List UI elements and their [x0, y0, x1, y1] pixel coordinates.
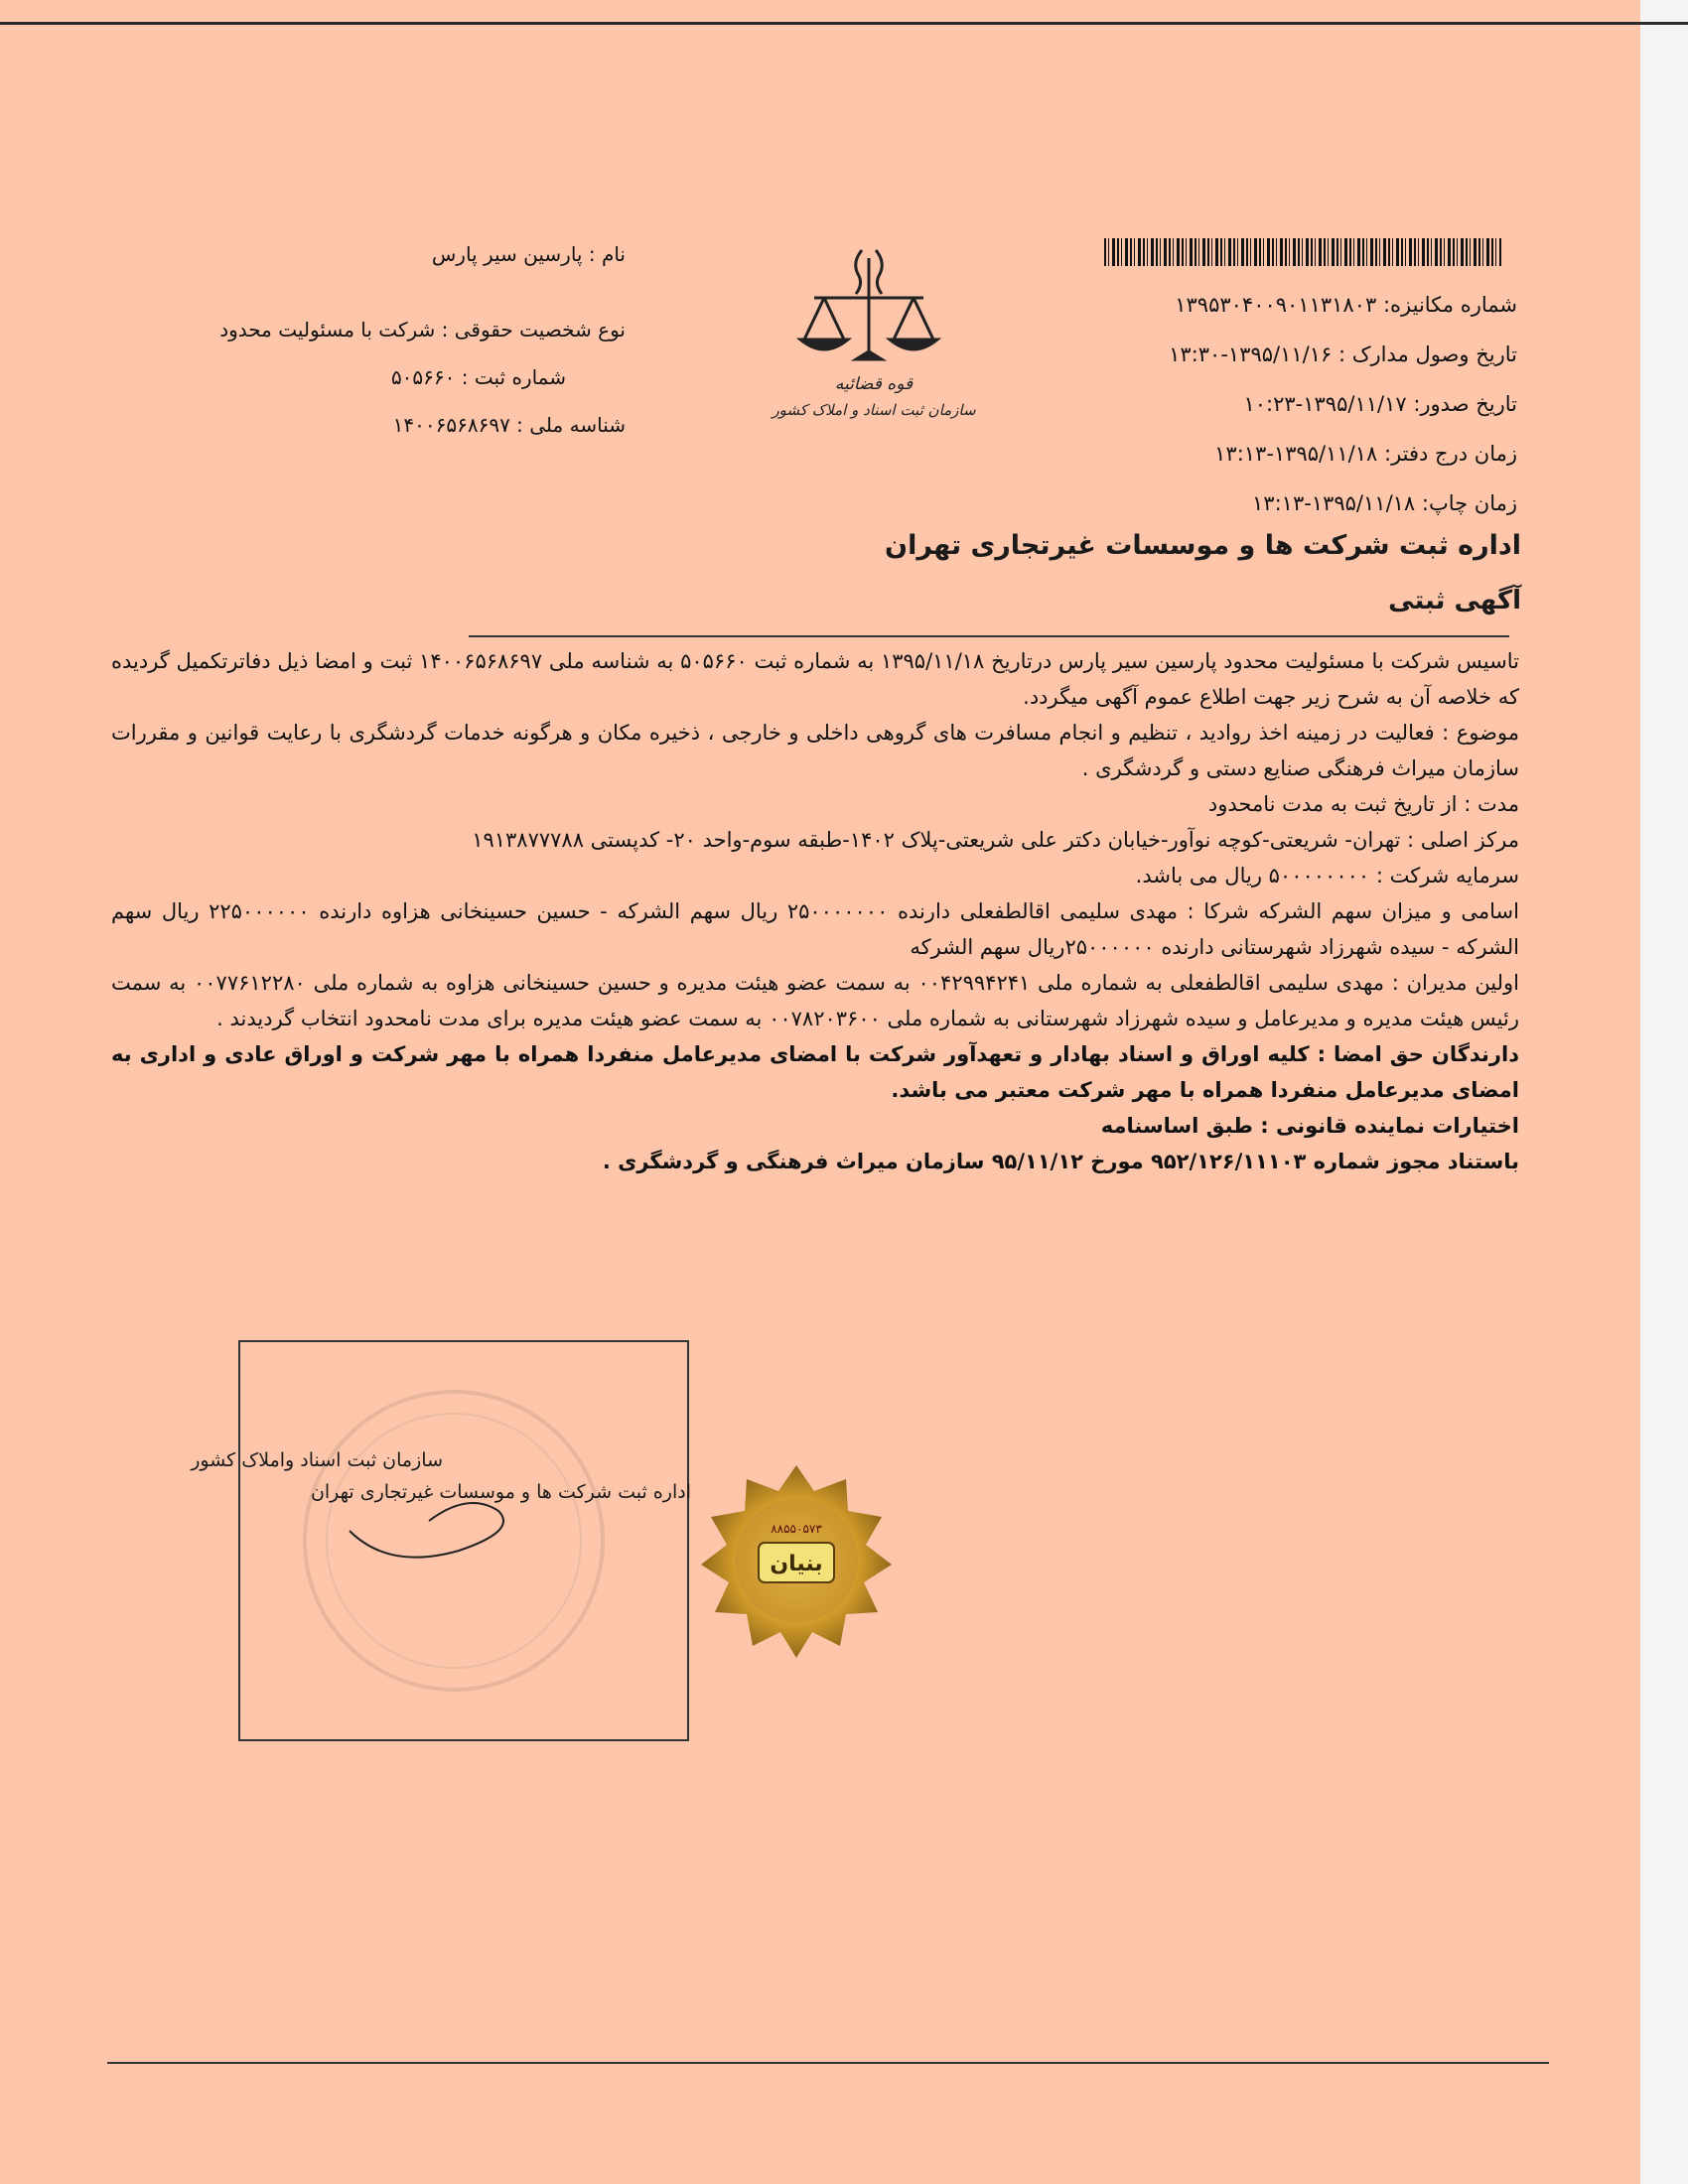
- paragraph-establishment: تاسیس شرکت با مسئولیت محدود پارسین سیر پارس درتاریخ ۱۳۹۵/۱۱/۱۸ به شماره ثبت ۵۰۵۶۶۰ به شناسه ملی ۱۴۰۰۶۵۶۸۶۹۷ ثبت و امضا ذیل دفاترتکمیل گردیده که خلاصه آن به شرح زیر جهت اطلاع عموم آگهی میگردد.: [111, 649, 1519, 709]
- issue-date: تاریخ صدور: ۱۳۹۵/۱۱/۱۷-۱۰:۲۳: [1243, 392, 1517, 416]
- top-border-line: [0, 22, 1688, 25]
- seal-line-1: سازمان ثبت اسناد واملاک کشور: [191, 1449, 443, 1471]
- docs-received-date: تاریخ وصول مدارک : ۱۳۹۵/۱۱/۱۶-۱۳:۳۰: [1169, 342, 1517, 366]
- print-time: زمان چاپ: ۱۳۹۵/۱۱/۱۸-۱۳:۱۳: [1252, 491, 1517, 515]
- paragraph-headquarters: مرکز اصلی : تهران- شریعتی-کوچه نوآور-خیابان دکتر علی شریعتی-پلاک ۱۴۰۲-طبقه سوم-واحد ۲۰- کدپستی ۱۹۱۳۸۷۷۷۸۸: [472, 828, 1519, 852]
- paragraph-signatories: دارندگان حق امضا : کلیه اوراق و اسناد بهادار و تعهدآور شرکت با امضای مدیرعامل منفردا همراه با مهر شرکت و اوراق عادی و اداری به امضای مدیرعامل منفردا همراه با مهر شرکت معتبر می باشد.: [111, 1042, 1519, 1102]
- hologram-sticker-icon: [697, 1461, 896, 1660]
- paragraph-subject: موضوع : فعالیت در زمینه اخذ روادید ، تنظیم و انجام مسافرت های گروهی داخلی و خارجی ، ذخیره مکان و هرگونه خدمات گردشگری با رعایت قوانین و مقررات سازمان میراث فرهنگی صنایع دستی و گردشگری .: [111, 721, 1519, 780]
- emblem-line-2: سازمان ثبت اسناد و املاک کشور: [772, 401, 976, 419]
- paragraph-capital: سرمایه شرکت : ۵۰۰۰۰۰۰۰۰ ریال می باشد.: [1135, 864, 1519, 887]
- paragraph-partners: اسامی و میزان سهم الشرکه شرکا : مهدی سلیمی اقالطفعلی دارنده ۲۵۰۰۰۰۰۰۰ ریال سهم الشرکه - حسین حسینخانی هزاوه دارنده ۲۲۵۰۰۰۰۰۰ ریال سهم الشرکه - سیده شهرزاد شهرستانی دارنده ۲۵۰۰۰۰۰۰ریال سهم الشرکه: [111, 899, 1519, 959]
- paragraph-duration: مدت : از تاریخ ثبت به مدت نامحدود: [1207, 792, 1519, 816]
- footer-divider: [107, 2062, 1549, 2064]
- office-title: اداره ثبت شرکت ها و موسسات غیرتجاری تهران: [885, 530, 1521, 561]
- barcode-icon: [1104, 238, 1501, 266]
- embossed-seal-icon: [240, 1342, 687, 1739]
- paragraph-license: باستناد مجوز شماره ۹۵۲/۱۲۶/۱۱۱۰۳ مورخ ۹۵/۱۱/۱۲ سازمان میراث فرهنگی و گردشگری .: [602, 1150, 1519, 1173]
- legal-type: نوع شخصیت حقوقی : شرکت با مسئولیت محدود: [219, 318, 626, 341]
- seal-box: [238, 1340, 689, 1741]
- company-name: نام : پارسین سیر پارس: [431, 242, 626, 266]
- office-entry-time: زمان درج دفتر: ۱۳۹۵/۱۱/۱۸-۱۳:۱۳: [1214, 442, 1517, 466]
- emblem-line-1: قوه قضائیه: [834, 374, 914, 394]
- notice-title: آگهی ثبتی: [1388, 586, 1521, 615]
- signature-icon: [350, 1503, 503, 1558]
- national-id: شناسه ملی : ۱۴۰۰۶۵۶۸۶۹۷: [392, 413, 626, 437]
- paragraph-first-managers: اولین مدیران : مهدی سلیمی اقالطفعلی به شماره ملی ۰۰۴۲۹۹۴۲۴۱ به سمت عضو هیئت مدیره و حسین حسینخانی هزاوه به شماره ملی ۰۰۷۷۶۱۲۲۸۰ به سمت رئیس هیئت مدیره و مدیرعامل و سیده شهرزاد شهرستانی به شماره ملی ۰۰۷۸۲۰۳۶۰۰ به سمت عضو هیئت مدیره برای مدت نامحدود انتخاب گردیدند .: [111, 971, 1520, 1030]
- hologram-code: ۸۸۵۵۰۵۷۳: [771, 1522, 822, 1536]
- notice-body: [111, 643, 1519, 1179]
- registration-number: شماره ثبت : ۵۰۵۶۶۰: [390, 365, 566, 389]
- document-meta: [1080, 280, 1517, 528]
- scan-margin: [1640, 0, 1688, 2184]
- judiciary-emblem-icon: [765, 240, 983, 429]
- paragraph-legal-rep: اختیارات نماینده قانونی : طبق اساسنامه: [1100, 1114, 1519, 1138]
- seal-line-2: اداره ثبت شرکت ها و موسسات غیرتجاری تهران: [310, 1481, 691, 1503]
- mechanized-number: شماره مکانیزه: ۱۳۹۵۳۰۴۰۰۹۰۱۱۳۱۸۰۳: [1175, 293, 1517, 317]
- header-divider: [469, 635, 1509, 637]
- hologram-brand: بنیان: [770, 1552, 823, 1576]
